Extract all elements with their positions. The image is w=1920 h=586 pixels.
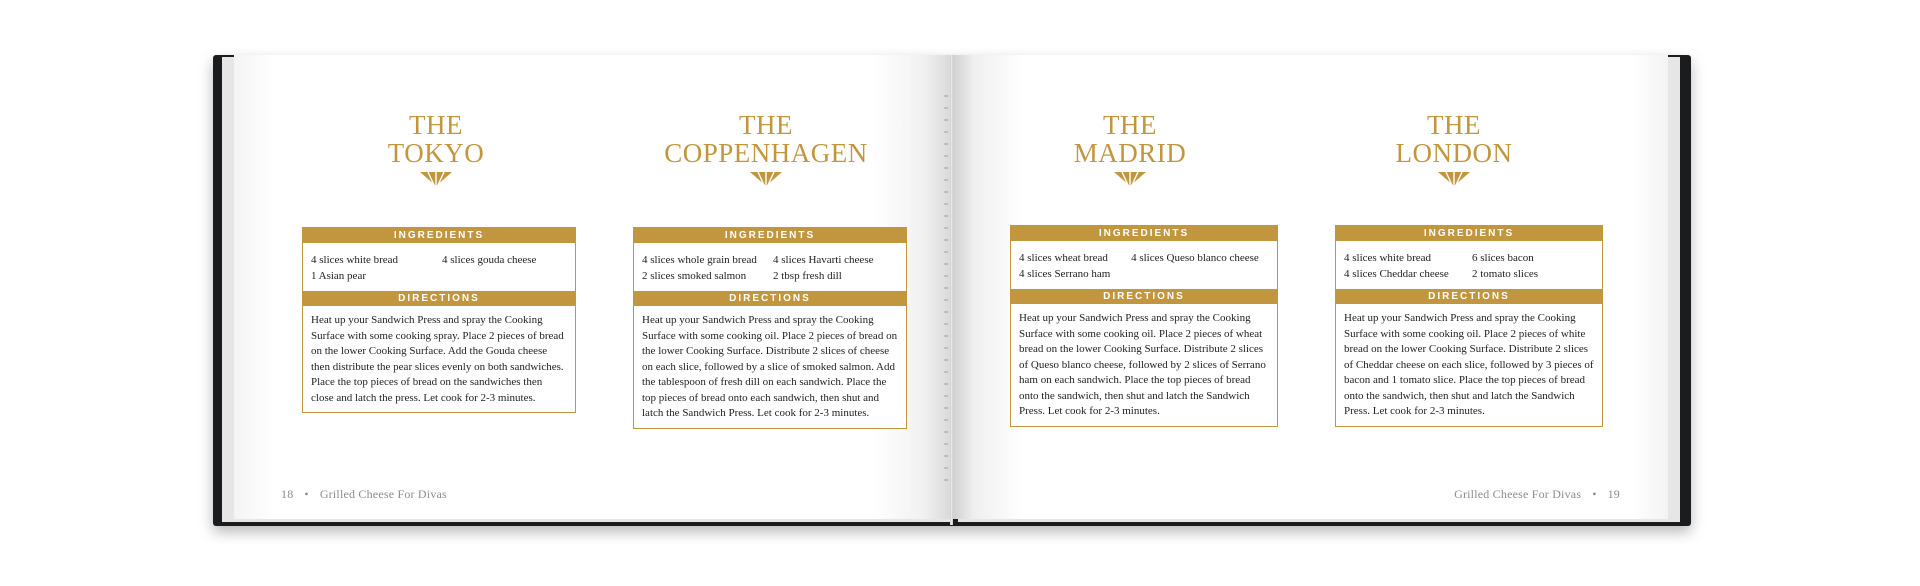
fan-ornament-icon	[1113, 171, 1147, 187]
recipe-card-coppenhagen	[633, 227, 907, 429]
directions-header: DIRECTIONS	[303, 291, 575, 306]
footer-book-title: Grilled Cheese For Divas	[319, 487, 447, 501]
footer-separator: •	[304, 487, 309, 501]
ingredients-header: INGREDIENTS	[303, 228, 575, 243]
directions-header: DIRECTIONS	[634, 291, 906, 306]
ingredient-item: 4 slices wheat bread	[1019, 252, 1108, 264]
recipe-title-line2: LONDON	[1395, 138, 1513, 168]
ingredients-header: INGREDIENTS	[1011, 226, 1277, 241]
ingredients-header: INGREDIENTS	[1336, 226, 1602, 241]
recipe-card-tokyo	[302, 227, 576, 413]
ingredients-list	[1336, 241, 1602, 289]
recipe-title-coppenhagen	[606, 111, 926, 167]
ingredient-item: 4 slices Havarti cheese	[773, 254, 874, 266]
ingredients-header: INGREDIENTS	[634, 228, 906, 243]
page-number: 18	[281, 487, 294, 501]
recipe-title-line2: MADRID	[1073, 138, 1187, 168]
ingredients-list	[303, 243, 575, 291]
footer-separator: •	[1592, 487, 1597, 501]
directions-text: Heat up your Sandwich Press and spray the Cooking Surface with some cooking spray. Place 2 pieces of bread on the lower Cooking Surface. Add the Gouda cheese then distribute the pear slices evenly on both sandwiches. Place the top pieces of bread on the sandwiches then close and latch the press. Let cook for 2-3 minutes.	[311, 314, 564, 404]
recipe-title-tokyo	[276, 111, 596, 167]
ingredient-item: 4 slices Serrano ham	[1019, 268, 1111, 280]
page-footer-right	[1454, 487, 1620, 502]
recipe-title-madrid	[970, 111, 1290, 167]
recipe-title-line2: TOKYO	[387, 138, 485, 168]
ingredients-list	[1011, 241, 1277, 289]
recipe-title-london	[1294, 111, 1614, 167]
ingredient-item: 2 tbsp fresh dill	[773, 270, 842, 282]
fan-ornament-icon	[749, 171, 783, 187]
ingredient-item: 4 slices Cheddar cheese	[1344, 268, 1449, 280]
ingredient-item: 2 tomato slices	[1472, 268, 1538, 280]
recipe-card-madrid	[1010, 225, 1278, 427]
recipe-title-line1: THE	[1103, 110, 1157, 140]
directions-header: DIRECTIONS	[1011, 289, 1277, 304]
book-spine	[950, 55, 953, 525]
ingredient-item: 4 slices Queso blanco cheese	[1131, 252, 1259, 264]
fan-ornament-icon	[419, 171, 453, 187]
directions-text: Heat up your Sandwich Press and spray the Cooking Surface with some cooking oil. Place 2 pieces of wheat bread on the lower Cooking Surface. Distribute 2 slices of Queso blanco cheese, followed by 2 slices of Serrano ham on each sandwich. Place the top pieces of bread onto the sandwich, then shut and latch the Sandwich Press. Let cook for 2-3 minutes.	[1019, 312, 1266, 417]
directions-text: Heat up your Sandwich Press and spray the Cooking Surface with some cooking oil. Place 2 pieces of bread on the lower Cooking Surface. Distribute 2 slices of cheese on each slice, followed by a slice of smoked salmon. Add the tablespoon of fresh dill on each sandwich. Place the top pieces of bread onto each sandwich, then shut and latch the Sandwich Press. Let cook for 2-3 minutes.	[642, 314, 898, 419]
recipe-title-line1: THE	[739, 110, 793, 140]
spine-stitching	[944, 95, 948, 485]
ingredient-item: 4 slices white bread	[311, 254, 399, 266]
recipe-card-london	[1335, 225, 1603, 427]
recipe-title-line1: THE	[409, 110, 463, 140]
ingredient-item: 4 slices white bread	[1344, 252, 1432, 264]
footer-book-title: Grilled Cheese For Divas	[1454, 487, 1582, 501]
fan-ornament-icon	[1437, 171, 1471, 187]
right-page	[952, 55, 1668, 519]
page-number: 19	[1607, 487, 1620, 501]
ingredient-item: 4 slices whole grain bread	[642, 254, 757, 266]
left-page	[234, 55, 952, 519]
recipe-title-line1: THE	[1427, 110, 1481, 140]
ingredient-item: 4 slices gouda cheese	[442, 254, 537, 266]
recipe-title-line2: COPPENHAGEN	[664, 138, 868, 168]
ingredient-item: 1 Asian pear	[311, 270, 366, 282]
ingredients-list	[634, 243, 906, 291]
directions-header: DIRECTIONS	[1336, 289, 1602, 304]
ingredient-item: 6 slices bacon	[1472, 252, 1534, 264]
page-footer-left	[281, 487, 447, 502]
directions-text: Heat up your Sandwich Press and spray the Cooking Surface with some cooking oil. Place 2 pieces of white bread on the lower Cooking Surface. Distribute 2 slices of Cheddar cheese on each slice, followed by 3 pieces of bacon and 1 tomato slice. Place the top pieces of bread onto the sandwich, then shut and latch the Sandwich Press. Let cook for 2-3 minutes.	[1344, 312, 1594, 417]
ingredient-item: 2 slices smoked salmon	[642, 270, 747, 282]
